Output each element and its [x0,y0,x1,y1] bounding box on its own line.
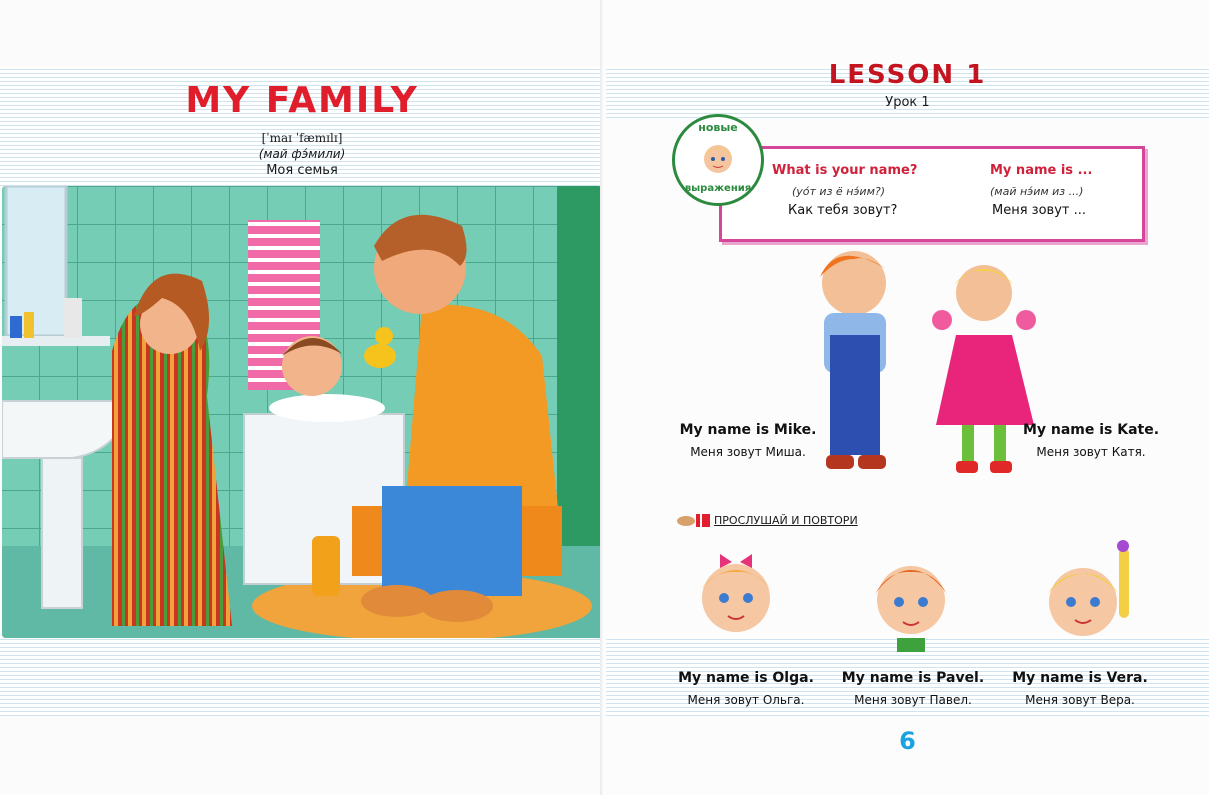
lesson-title: LESSON 1 [828,60,987,90]
new-phrases-box [719,146,1145,242]
listen-and-repeat-text: ПРОСЛУШАЙ И ПОВТОРИ [714,514,858,527]
caption-vera-en: My name is Vera. [1012,670,1148,686]
phrase-ru-2: Меня зовут ... [992,203,1086,218]
badge-top-text: новые [698,121,738,134]
phrase-ru-1: Как тебя зовут? [788,203,898,218]
page-number: 6 [899,727,916,755]
caption-olga-ru: Меня зовут Ольга. [687,693,805,707]
family-bathroom-illustration [2,186,602,638]
transcription-ipa: [ˈmaɪ ˈfæmɪlɪ] [261,131,343,145]
caption-olga-en: My name is Olga. [678,670,814,686]
vera-portrait [1031,528,1141,668]
listen-icon [676,512,712,528]
caption-pavel-en: My name is Pavel. [841,670,985,686]
badge-bottom-text: выражения [684,183,752,194]
left-page [0,0,604,795]
caption-mike-en: My name is Mike. [679,422,817,438]
olga-portrait [686,540,786,665]
caption-vera-ru: Меня зовут Вера. [1025,693,1135,707]
caption-mike-ru: Меня зовут Миша. [690,445,806,459]
stripe-band-bottom-left [0,636,604,716]
phrase-transcription-2: (май нэ́им из ...) [990,185,1084,198]
page-title: MY FAMILY [185,80,419,121]
bathroom-scene [2,186,602,638]
caption-pavel-ru: Меня зовут Павел. [854,693,972,707]
phrase-en-1: What is your name? [772,163,918,178]
girl-face-icon [700,137,736,181]
pavel-portrait [861,542,961,667]
phrase-transcription-1: (уо́т из ё нэ́им?) [792,185,886,198]
phrase-en-2: My name is ... [990,163,1093,178]
transcription-ru: (май фэ́мили) [258,147,346,161]
caption-kate-ru: Меня зовут Катя. [1036,445,1146,459]
listen-and-repeat-label [676,512,858,530]
title-translation: Моя семья [266,163,338,178]
lesson-subtitle: Урок 1 [885,95,930,110]
caption-kate-en: My name is Kate. [1022,422,1160,438]
right-page [606,0,1209,795]
new-phrases-badge [672,114,764,206]
